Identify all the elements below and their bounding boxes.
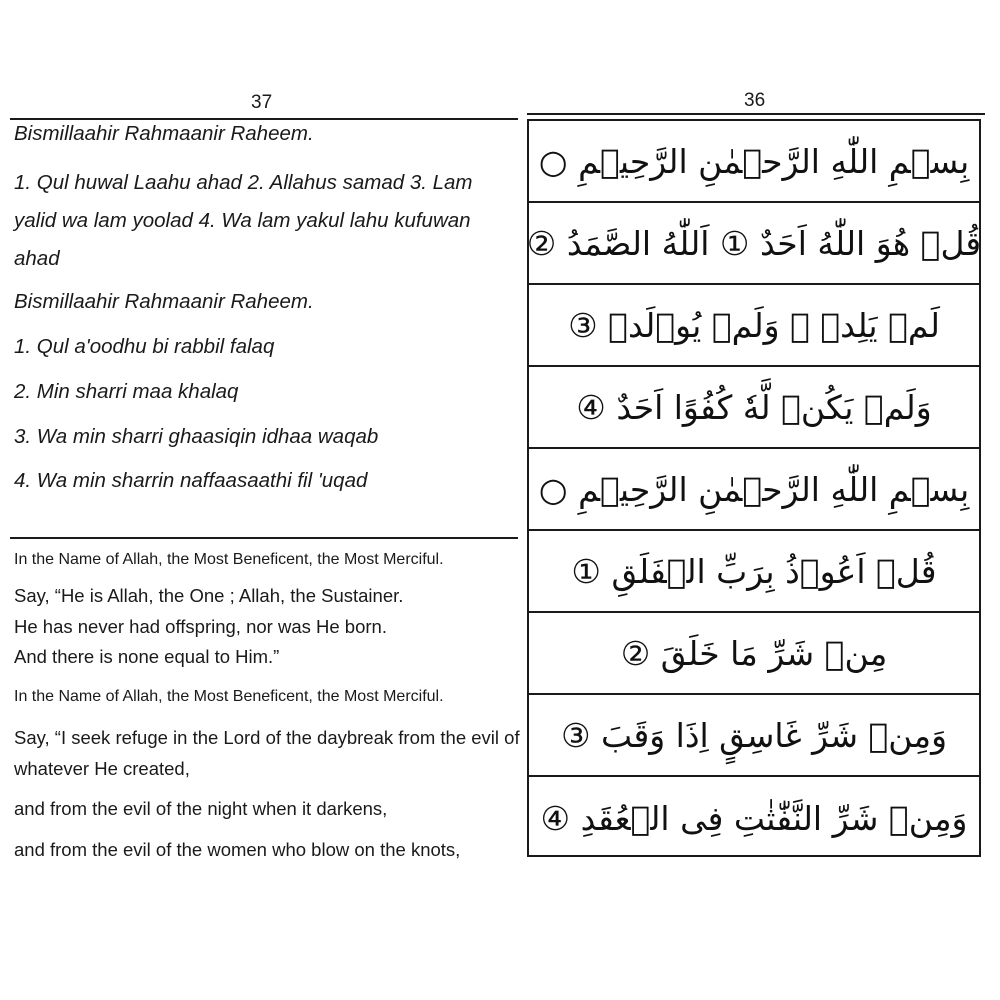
transliteration-line: 3. Wa min sharri ghaasiqin idhaa waqab xyxy=(14,425,379,448)
arabic-verses-box xyxy=(527,119,981,857)
translation-line: In the Name of Allah, the Most Beneficent, the Most Merciful. xyxy=(14,551,444,568)
arabic-verse-row xyxy=(529,613,979,695)
page-number-right: 36 xyxy=(744,90,766,111)
transliteration-line: Bismillaahir Rahmaanir Raheem. xyxy=(14,290,314,313)
arabic-verse-row xyxy=(529,449,979,531)
transliteration-line: 1. Qul a'oodhu bi rabbil falaq xyxy=(14,335,275,358)
arabic-verse: مِنۡ شَرِّ مَا خَلَقَ ② xyxy=(620,633,888,673)
divider-right-top xyxy=(527,113,985,115)
arabic-verse: قُلۡ هُوَ اللّٰهُ اَحَدٌ ① اَللّٰهُ الصَّمَدُ ② xyxy=(526,223,982,263)
translation-line: and from the evil of the women who blow on the knots, xyxy=(14,839,461,860)
transliteration-line: Bismillaahir Rahmaanir Raheem. xyxy=(14,122,314,145)
arabic-verse-row xyxy=(526,203,982,285)
transliteration-line: 2. Min sharri maa khalaq xyxy=(14,380,239,403)
arabic-verse: قُلۡ اَعُوۡذُ بِرَبِّ الۡفَلَقِ ① xyxy=(571,551,937,591)
transliteration-line: 1. Qul huwal Laahu ahad 2. Allahus samad 3. Lam yalid wa lam yoolad 4. Wa lam yakul lahu kufuwan ahad xyxy=(14,171,473,270)
translation-line: and from the evil of the night when it darkens, xyxy=(14,798,388,819)
arabic-verse: بِسۡمِ اللّٰهِ الرَّحۡمٰنِ الرَّحِیۡمِ ○ xyxy=(538,141,970,181)
arabic-verse-row xyxy=(529,531,979,613)
arabic-verse-row xyxy=(529,121,979,203)
arabic-verse: بِسۡمِ اللّٰهِ الرَّحۡمٰنِ الرَّحِیۡمِ ○ xyxy=(538,469,970,509)
arabic-verse-row xyxy=(529,367,979,449)
page-number-left: 37 xyxy=(251,92,273,113)
arabic-verse-row xyxy=(529,285,979,367)
arabic-verse: لَمۡ یَلِدۡ ۙ وَلَمۡ یُوۡلَدۡ ③ xyxy=(568,305,940,345)
translation-line: In the Name of Allah, the Most Beneficent, the Most Merciful. xyxy=(14,688,444,705)
arabic-verse: وَمِنۡ شَرِّ غَاسِقٍ اِذَا وَقَبَ ③ xyxy=(560,715,948,755)
arabic-verse: وَلَمۡ یَکُنۡ لَّهٗ کُفُوًا اَحَدٌ ④ xyxy=(576,387,932,427)
arabic-verse-row xyxy=(529,777,979,859)
translation-line: And there is none equal to Him.” xyxy=(14,646,280,667)
divider-left-middle xyxy=(10,537,518,539)
translation-line: Say, “He is Allah, the One ; Allah, the Sustainer. xyxy=(14,585,404,606)
translation-line: Say, “I seek refuge in the Lord of the daybreak from the evil of whatever He created, xyxy=(14,727,520,779)
arabic-verse: وَمِنۡ شَرِّ النَّفّٰثٰتِ فِی الۡعُقَدِ ④ xyxy=(540,798,968,838)
translation-line: He has never had offspring, nor was He born. xyxy=(14,616,387,637)
arabic-verse-row xyxy=(529,695,979,777)
transliteration-line: 4. Wa min sharrin naffaasaathi fil 'uqad xyxy=(14,469,368,492)
